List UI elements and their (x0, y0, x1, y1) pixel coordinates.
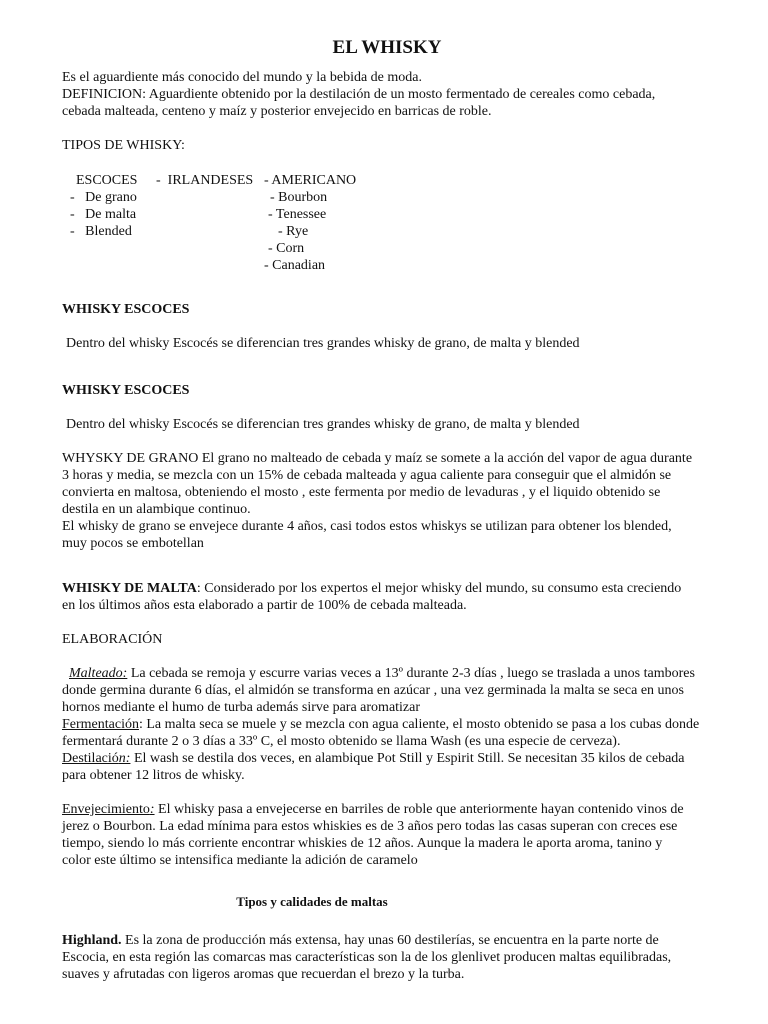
destilacion-line: para obtener 12 litros de whisky. (62, 768, 245, 783)
destilacion-label: Destilació (62, 751, 119, 766)
malteado-text: La cebada se remoja y escurre varias veces a 13º durante 2-3 días , luego se traslada a unos tambores (127, 666, 695, 681)
document-title: EL WHISKY (332, 37, 442, 58)
americano-item: - Corn (268, 241, 305, 256)
section-heading: WHISKY ESCOCES (62, 302, 190, 317)
grano-line: El whisky de grano se envejece durante 4 años, casi todos estos whiskys se utilizan para obtener los blended, (62, 519, 672, 534)
envejecimiento-line: tiempo, siendo lo más corriente encontrar whiskies de 12 años. Aunque la madera le aporta aroma, tanino y (62, 836, 663, 851)
escoces-item: - De grano (70, 190, 137, 205)
intro-line: Es el aguardiente más conocido del mundo y la bebida de moda. (62, 70, 423, 85)
grano-line: WHYSKY DE GRANO El grano no malteado de cebada y maíz se somete a la acción del vapor de agua durante (62, 451, 693, 466)
envejecimiento-text: El whisky pasa a envejecerse en barriles de roble que anteriormente hayan contenido vinos de (154, 802, 684, 817)
fermentacion-line: fermentará durante 2 o 3 días a 33º C, el mosto obtenido se llama Wash (es una especie de cerveza). (62, 734, 621, 749)
grano-line: muy pocos se embotellan (62, 536, 204, 551)
envejecimiento-label: Envejecimiento (62, 802, 150, 817)
highland-label: Highland. (62, 933, 122, 948)
malteado-label: Malteado: (69, 666, 128, 681)
malta-paragraph (62, 580, 712, 614)
tipos-heading: TIPOS DE WHISKY: (62, 138, 185, 153)
destilacion-label-end: n: (118, 751, 131, 766)
highland-paragraph (62, 932, 712, 983)
elaboracion-heading: ELABORACIÓN (62, 632, 163, 647)
whisky-types-list (62, 166, 712, 273)
americano-item: - Tenessee (268, 207, 327, 222)
malta-line: en los últimos años esta elaborado a partir de 100% de cebada malteada. (62, 598, 467, 613)
highland-text: Es la zona de producción más extensa, hay unas 60 destilerías, se encuentra en la parte norte de (121, 933, 659, 948)
type-escoces: ESCOCES (76, 173, 138, 188)
envejecimiento-colon: : (149, 802, 155, 817)
maltas-heading: Tipos y calidades de maltas (236, 894, 388, 909)
malteado-line: hornos mediante el humo de turba además sirve para aromatizar (62, 700, 421, 715)
grano-paragraph (62, 450, 712, 552)
type-americano: - AMERICANO (264, 173, 357, 188)
grano-line: convierta en maltosa, obteniendo el mosto , este fermenta por medio de levaduras , y el liquido obtenido se (62, 485, 661, 500)
section-text: Dentro del whisky Escocés se diferencian tres grandes whisky de grano, de malta y blended (66, 417, 580, 432)
section-heading: WHISKY ESCOCES (62, 383, 190, 398)
highland-line: Escocia, en esta región las comarcas mas características son la de los glenlivet producen maltas equilibradas, (62, 950, 672, 965)
americano-item: - Bourbon (270, 190, 328, 205)
highland-line: suaves y afrutadas con ligeros aromas que recuerdan el brezo y la turba. (62, 967, 465, 982)
document-page (62, 36, 712, 983)
malteado-line: donde germina durante 6 días, el almidón se transforma en azúcar , una vez germinada la malta se seca en unos (62, 683, 684, 698)
fermentacion-label: Fermentación (62, 717, 139, 732)
intro-line: DEFINICION: Aguardiente obtenido por la destilación de un mosto fermentado de cereales como cebada, (62, 87, 656, 102)
destilacion-text: El wash se destila dos veces, en alambique Pot Still y Espirit Still. Se necesitan 35 kilos de cebada (130, 751, 685, 766)
elaboracion-steps (62, 665, 712, 869)
intro-paragraph (62, 69, 712, 120)
section-text: Dentro del whisky Escocés se diferencian tres grandes whisky de grano, de malta y blended (66, 336, 580, 351)
envejecimiento-line: color este último se intensifica mediante la adición de caramelo (62, 853, 418, 868)
escoces-item: - De malta (70, 207, 137, 222)
escoces-item: - Blended (70, 224, 132, 239)
americano-item: - Canadian (264, 258, 326, 273)
intro-line: cebada malteada, centeno y maíz y posterior envejecido en barricas de roble. (62, 104, 492, 119)
malta-label: WHISKY DE MALTA (62, 581, 197, 596)
fermentacion-text: : La malta seca se muele y se mezcla con agua caliente, el mosto obtenido se pasa a los cubas donde (138, 717, 700, 732)
americano-item: - Rye (278, 224, 309, 239)
grano-line: destila en un alambique continuo. (62, 502, 251, 517)
envejecimiento-line: jerez o Bourbon. La edad mínima para estos whiskies es de 3 años pero todas las casas superan con creces ese (62, 819, 678, 834)
type-irlandeses: - IRLANDESES (156, 173, 254, 188)
malta-text: : Considerado por los expertos el mejor whisky del mundo, su consumo esta creciendo (196, 581, 682, 596)
grano-line: 3 horas y media, se mezcla con un 15% de cebada malteada y agua caliente para conseguir que el almidón se (62, 468, 672, 483)
